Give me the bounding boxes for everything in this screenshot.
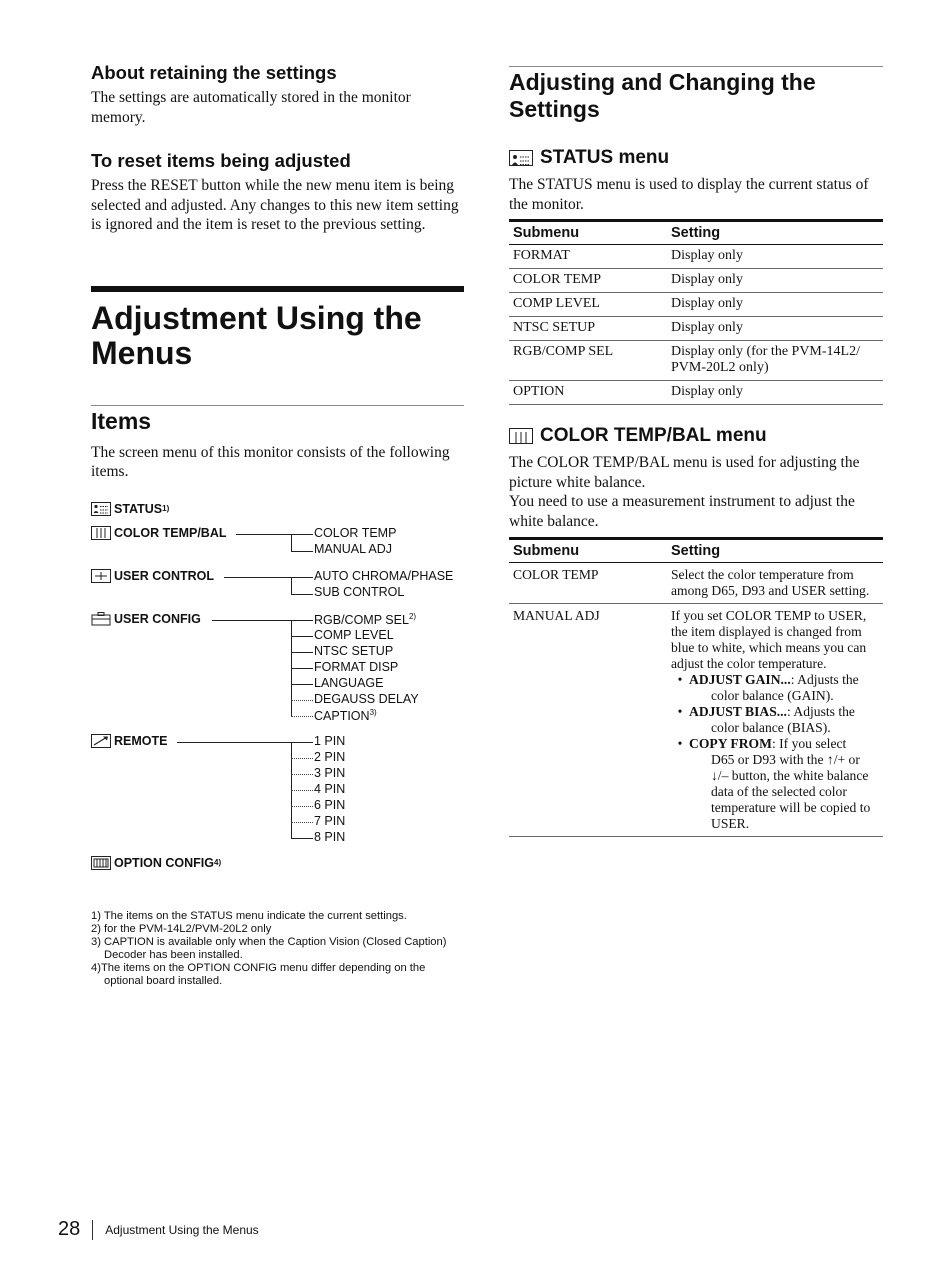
tree-node-user-control-label: USER CONTROL (114, 568, 214, 583)
color-menu-text: The COLOR TEMP/BAL menu is used for adjusting the picture white balance. (509, 454, 860, 491)
table-header-row (509, 221, 883, 245)
tree-node-status-sup: 1) (162, 504, 170, 513)
tree-leaf: 3 PIN (314, 765, 346, 780)
tree-leaf: DEGAUSS DELAY (314, 691, 419, 706)
tree-leaf: 1 PIN (314, 733, 346, 748)
column-header-setting: Setting (667, 221, 883, 245)
tree-node-user-config-label: USER CONFIG (114, 611, 201, 626)
items-heading: Items (91, 407, 152, 434)
table-row: COMP LEVEL Display only (509, 293, 883, 317)
color-table (509, 537, 883, 837)
title-rule (509, 66, 883, 67)
status-table (509, 219, 883, 405)
status-menu-text: The STATUS menu is used to display the current status of the monitor. (509, 176, 869, 213)
footnotes (91, 910, 464, 988)
items-text: The screen menu of this monitor consists of the following items. (91, 443, 450, 480)
tree-leaf: NTSC SETUP (314, 643, 394, 658)
section-rule (91, 405, 464, 406)
tree-leaf: AUTO CHROMA/PHASE (314, 568, 454, 583)
tree-node-option-config-sup: 4) (214, 858, 222, 867)
column-header-submenu: Submenu (509, 539, 667, 563)
tree-node-remote-label: REMOTE (114, 733, 168, 748)
tree-leaf: MANUAL ADJ (314, 541, 393, 556)
bullet-item: • ADJUST BIAS...: Adjusts the (677, 704, 855, 719)
tree-leaf: LANGUAGE (314, 675, 384, 690)
tree-leaf: 6 PIN (314, 797, 346, 812)
column-header-setting: Setting (667, 539, 883, 563)
bullet-item: • ADJUST GAIN...: Adjusts the (677, 672, 859, 687)
tree-node-color-temp-bal (91, 526, 227, 540)
color-menu-title: COLOR TEMP/BAL menu (540, 425, 767, 446)
tree-node-status-label: STATUS (114, 501, 163, 516)
tree-leaf: 4 PIN (314, 781, 346, 796)
retain-text: The settings are automatically stored in the monitor memory. (91, 89, 411, 126)
tree-leaf: COMP LEVEL (314, 627, 394, 642)
table-row: COLOR TEMP Display only (509, 269, 883, 293)
footnote: 3) CAPTION is available only when the Caption Vision (Closed Caption) (91, 935, 447, 948)
status-menu-icon (509, 150, 533, 166)
tree-leaf: COLOR TEMP (314, 525, 397, 540)
manual-adj-intro: If you set COLOR TEMP to USER, the item displayed is changed from blue to white, which means you can adjust the color temperature. (671, 608, 867, 671)
status-menu-icon (91, 502, 111, 516)
table-row: NTSC SETUP Display only (509, 317, 883, 341)
chapter-rule (91, 286, 464, 292)
footer-divider (92, 1220, 93, 1240)
color-temp-bal-icon (509, 428, 533, 444)
color-menu-text: You need to use a measurement instrument to adjust the white balance. (509, 493, 855, 530)
table-row: RGB/COMP SEL Display only (for the PVM-14L2/ PVM-20L2 only) (509, 341, 883, 381)
table-row: MANUAL ADJ If you set COLOR TEMP to USER, the item displayed is changed from blue to white, which means you can adjust the color temperature. • ADJUST GAIN...: Adjusts the color balance (GAIN). • ADJUST BIAS...: Adjusts the color balance (BIAS). • COPY FROM: If you select D65 or D93 with the ↑/+ or ↓/– button, the white balance data of the selected color temperature will be copied to USER. (509, 604, 883, 837)
status-menu-heading (509, 147, 883, 169)
up-arrow-icon: ↑ (826, 752, 834, 767)
table-header-row (509, 539, 883, 563)
tree-leaf: SUB CONTROL (314, 584, 405, 599)
user-control-icon (91, 569, 111, 583)
footnote-continuation: Decoder has been installed. (104, 948, 243, 961)
user-config-icon (91, 612, 111, 626)
tree-leaf: 2 PIN (314, 749, 346, 764)
page-number: 28 (58, 1218, 81, 1240)
tree-node-user-control (91, 569, 214, 583)
option-config-icon (91, 856, 111, 870)
tree-leaf: 7 PIN (314, 813, 346, 828)
bullet-item: • COPY FROM: If you select (677, 736, 847, 751)
right-column (509, 66, 883, 837)
tree-node-remote (91, 734, 167, 748)
tree-leaf: 8 PIN (314, 829, 346, 844)
table-row: COLOR TEMP Select the color temperature from among D65, D93 and USER setting. (509, 563, 883, 604)
footnote-continuation: optional board installed. (104, 974, 223, 987)
tree-node-user-config (91, 612, 201, 626)
left-column (91, 62, 464, 988)
reset-text: Press the RESET button while the new menu item is being selected and adjusted. Any changes to this new item setting is ignored and the item is reset to the previous setting. (91, 177, 459, 233)
tree-node-color-temp-bal-label: COLOR TEMP/BAL (114, 525, 227, 540)
reset-heading: To reset items being adjusted (91, 150, 351, 171)
status-menu-title: STATUS menu (540, 147, 670, 168)
tree-leaf: FORMAT DISP (314, 659, 399, 674)
tree-node-status (91, 502, 169, 516)
tree-leaf: RGB/COMP SEL$^{2)}$ (314, 611, 417, 627)
retain-heading: About retaining the settings (91, 62, 337, 83)
down-arrow-icon: ↓ (711, 768, 718, 783)
color-temp-bal-icon (91, 526, 111, 540)
table-row: OPTION Display only (509, 381, 883, 405)
chapter-title: Adjustment Using the Menus (91, 299, 422, 371)
tree-leaf: CAPTION$^{3)}$ (314, 707, 377, 723)
footnote: 4)The items on the OPTION CONFIG menu differ depending on the (91, 961, 426, 974)
section-title: Adjusting and Changing the Settings (509, 69, 816, 122)
page-footer (58, 1218, 259, 1241)
footer-section: Adjustment Using the Menus (105, 1222, 259, 1237)
footnote: 2) for the PVM-14L2/PVM-20L2 only (91, 922, 272, 935)
remote-icon (91, 734, 111, 748)
tree-node-option-config-label: OPTION CONFIG (114, 855, 214, 870)
menu-tree (91, 500, 464, 900)
tree-node-option-config (91, 856, 221, 870)
footnote: 1) The items on the STATUS menu indicate the current settings. (91, 909, 407, 922)
color-menu-heading (509, 425, 883, 447)
table-row: FORMAT Display only (509, 245, 883, 269)
column-header-submenu: Submenu (509, 221, 667, 245)
